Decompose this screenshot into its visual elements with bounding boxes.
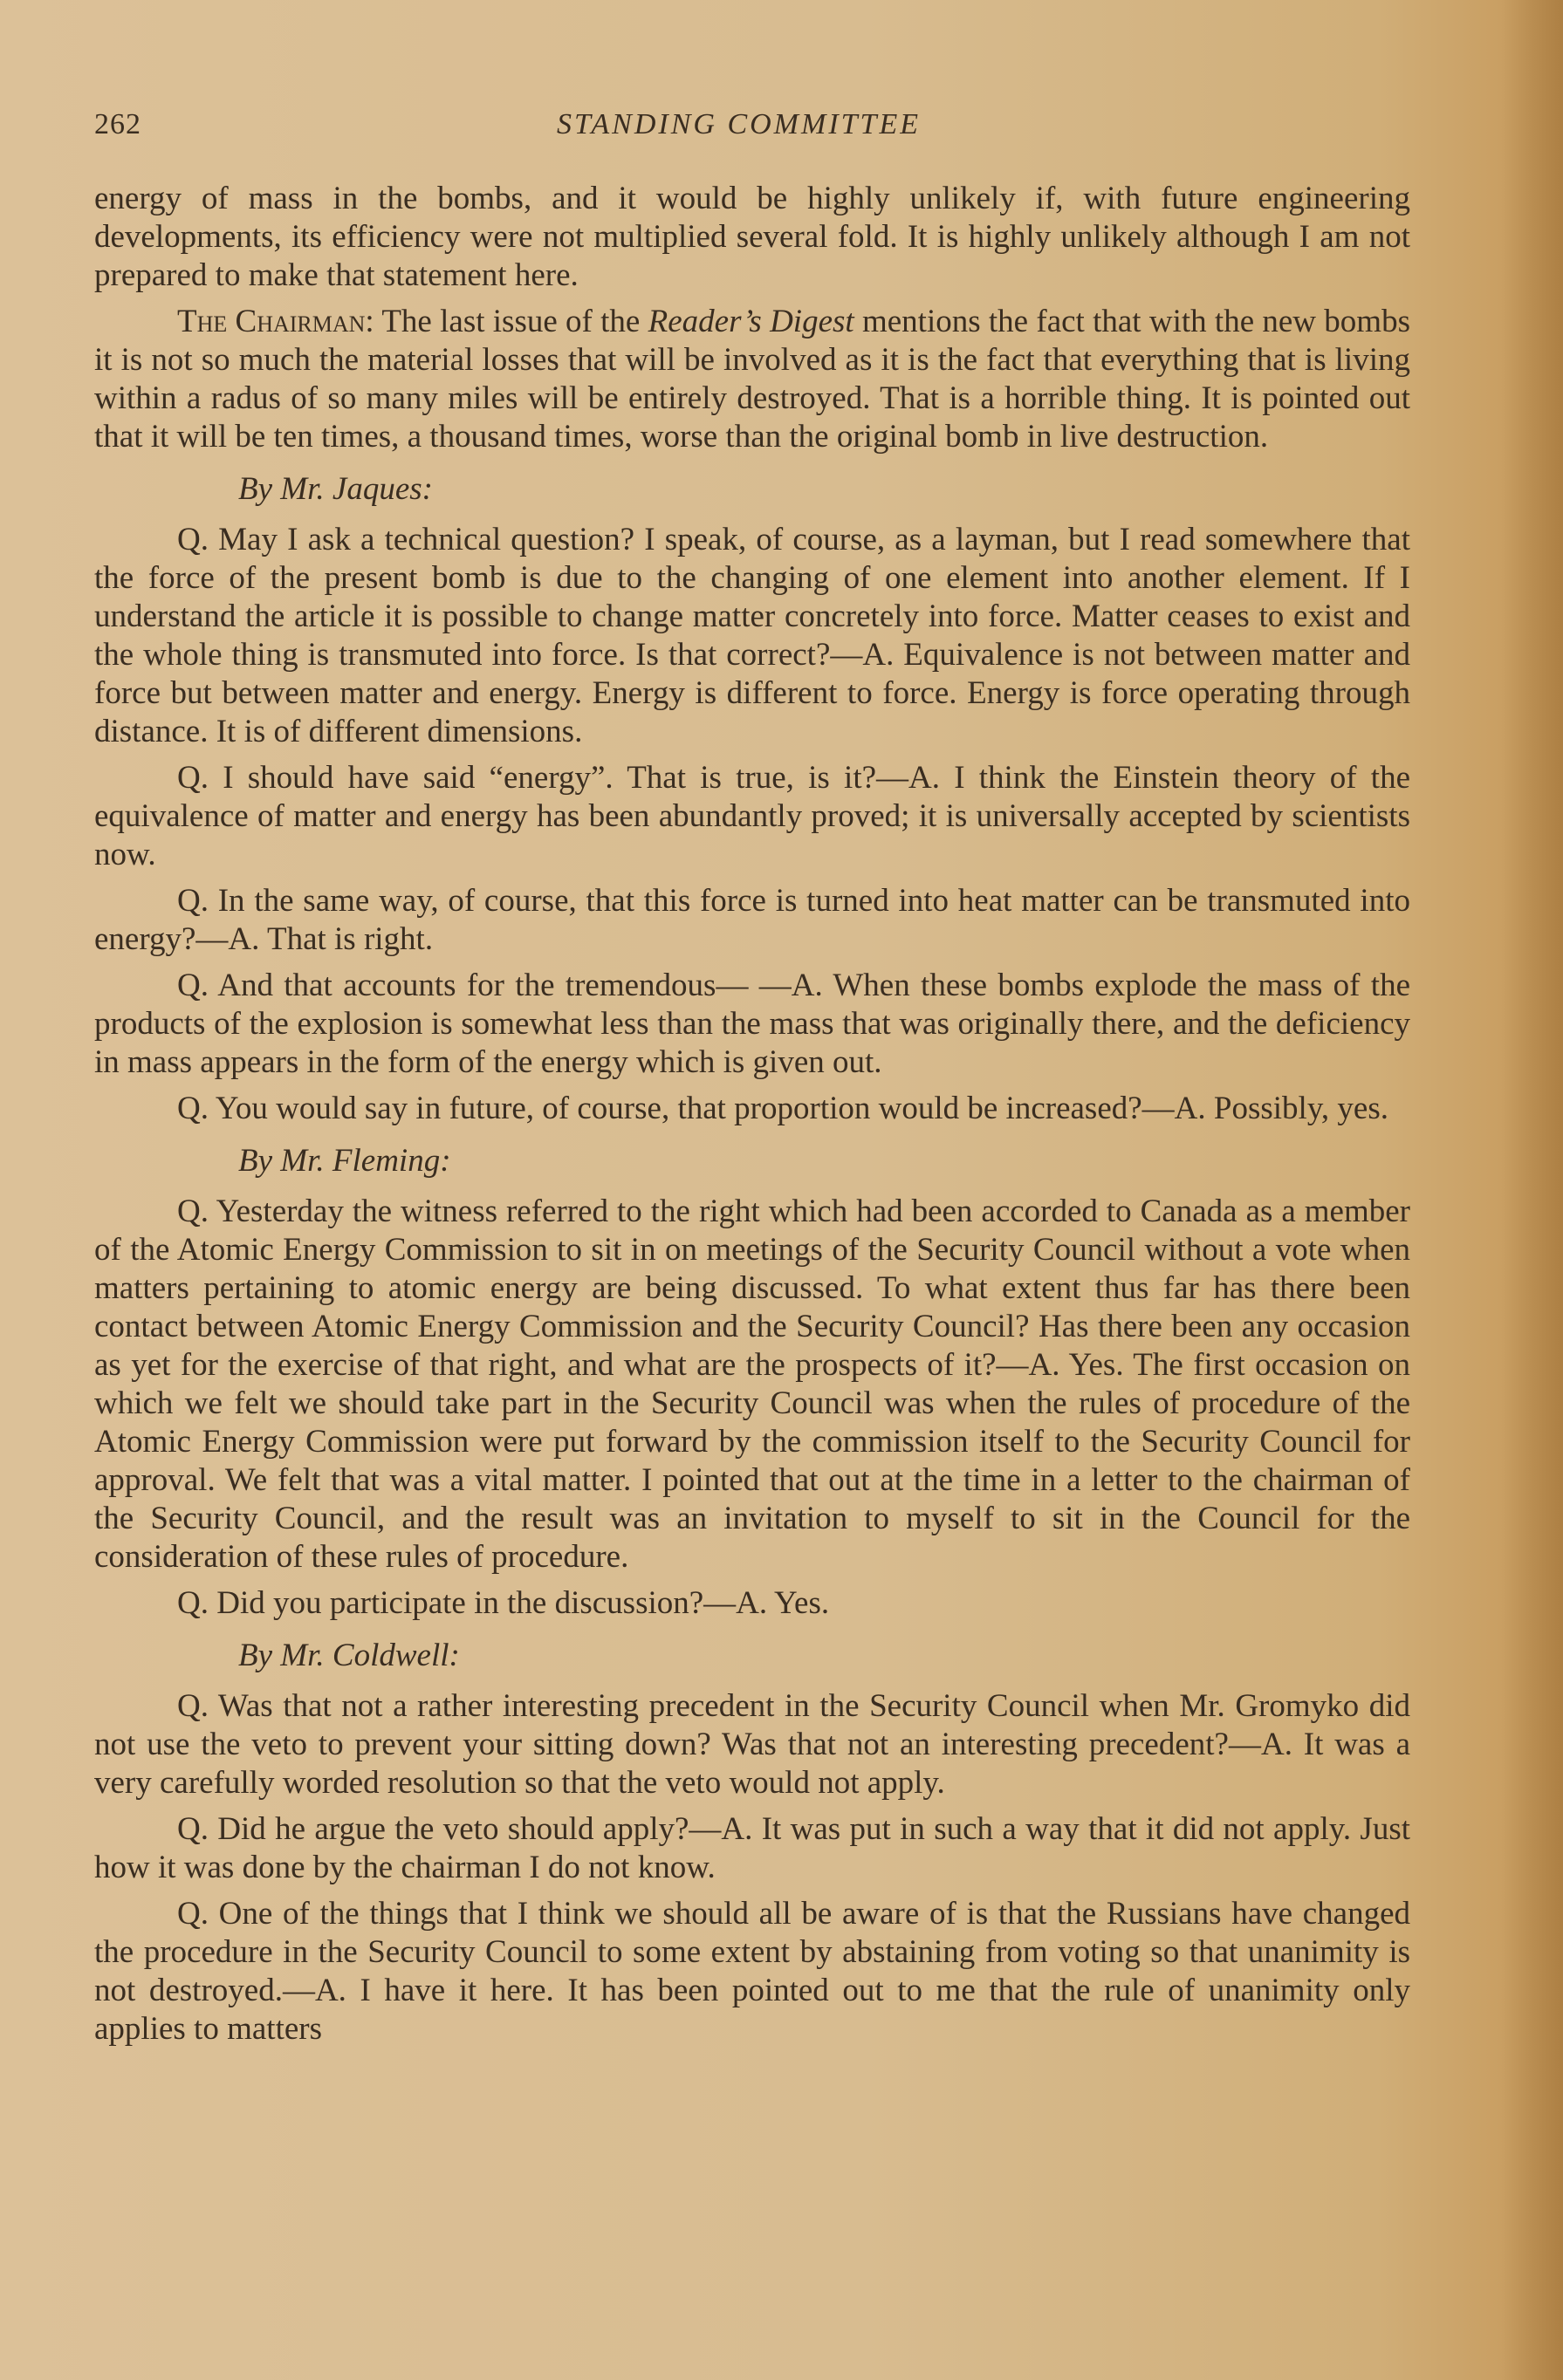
speaker-heading-jaques: By Mr. Jaques: (238, 471, 433, 507)
qa-paragraph: Q. One of the things that I think we should all be aware of is that the Russians have changed the procedure in the Security Council to some extent by abstaining from voting so that unanimity is not destroyed.—A. I have it here. It has been pointed out to me that the rule of unanimity only applies to matters (94, 1896, 1410, 2047)
remark-text-b: mentions the fact that with the new bombs it is not so much the material losses that will be involved as it is the fact that everything that is living within a radus of so many miles will be entirely destroyed. That is a horrible thing. It is pointed out that it will be ten times, a thousand times, worse than the original bomb in live destruction. (94, 304, 1410, 455)
speaker-chairman: The Chairman: (177, 304, 374, 339)
qa-paragraph: Q. May I ask a technical question? I speak, of course, as a layman, but I read somewhere that the force of the present bomb is due to the changing of one element into another element. If I understand the article it is possible to change matter concretely into force. Matter ceases to exist and the whole thing is transmuted into force. Is that correct?—A. Equivalence is not between matter and force but between matter and energy. Energy is different to force. Energy is force operating through distance. It is of different dimensions. (94, 522, 1410, 749)
publication-title: Reader’s Digest (648, 304, 854, 339)
qa-paragraph: Q. In the same way, of course, that this force is turned into heat matter can be transmuted into energy?—A. That is right. (94, 883, 1410, 957)
running-title: STANDING COMMITTEE (557, 108, 921, 140)
qa-paragraph: Q. Yesterday the witness referred to the right which had been accorded to Canada as a member of the Atomic Energy Commission to sit in on meetings of the Security Council without a vote when matters pertaining to atomic energy are being discussed. To what extent thus far has there been contact between Atomic Energy Commission and the Security Council? Has there been any occasion as yet for the exercise of that right, and what are the prospects of it?—A. Yes. The first occasion on which we felt we should take part in the Security Council was when the rules of procedure of the Atomic Energy Commission were put forward by the commission itself to the Security Council for approval. We felt that was a vital matter. I pointed that out at the time in a letter to the chairman of the Security Council, and the result was an invitation to myself to sit in the Council for the consideration of these rules of procedure. (94, 1193, 1410, 1575)
qa-paragraph: Q. Did he argue the veto should apply?—A. It was put in such a way that it did not apply. Just how it was done by the chairman I do not know. (94, 1811, 1410, 1885)
qa-paragraph: Q. I should have said “energy”. That is true, is it?—A. I think the Einstein theory of the equivalence of matter and energy has been abundantly proved; it is universally accepted by scientists now. (94, 760, 1410, 872)
page-number: 262 (94, 108, 141, 140)
speaker-heading-fleming: By Mr. Fleming: (238, 1143, 451, 1179)
qa-paragraph: Q. And that accounts for the tremendous— —A. When these bombs explode the mass of the products of the explosion is somewhat less than the mass that was originally there, and the deficiency in mass appears in the form of the energy which is given out. (94, 968, 1410, 1080)
paragraph-continuation: energy of mass in the bombs, and it would be highly unlikely if, with future engineering developments, its efficiency were not multiplied several fold. It is highly unlikely although I am not prepared to make that statement here. (94, 181, 1410, 293)
speaker-heading-coldwell: By Mr. Coldwell: (238, 1638, 460, 1673)
remark-text-a: The last issue of the (381, 304, 641, 339)
page-body (94, 180, 1410, 2056)
qa-paragraph: Q. You would say in future, of course, that proportion would be increased?—A. Possibly, yes. (177, 1091, 1388, 1126)
qa-paragraph: Q. Was that not a rather interesting precedent in the Security Council when Mr. Gromyko did not use the veto to prevent your sitting down? Was that not an interesting precedent?—A. It was a very carefully worded resolution so that the veto would not apply. (94, 1688, 1410, 1801)
page-header (94, 108, 1403, 152)
chairman-remark (94, 303, 1410, 456)
qa-paragraph: Q. Did you participate in the discussion?—A. Yes. (177, 1585, 830, 1621)
